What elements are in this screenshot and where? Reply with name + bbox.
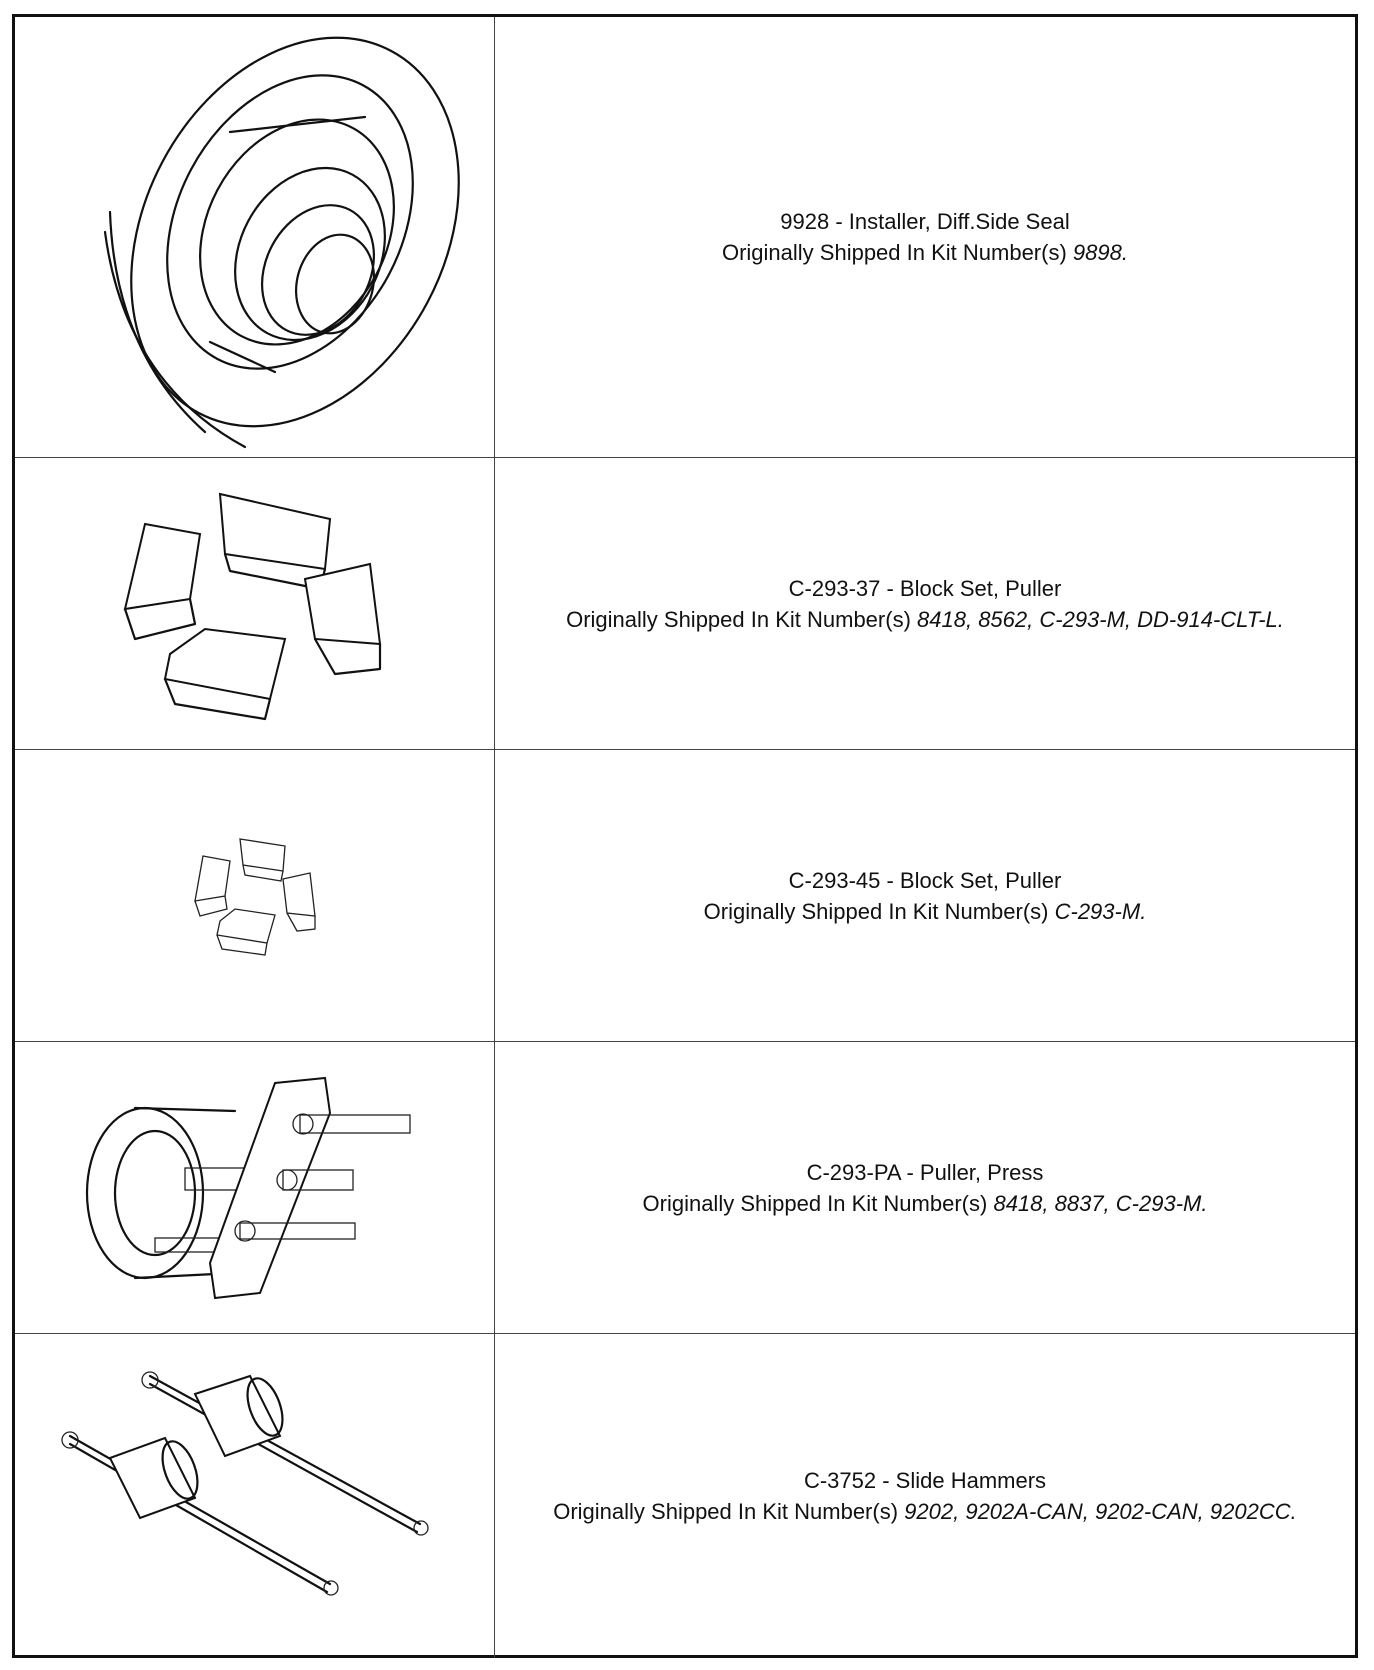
kit-numbers: 8418, 8837, C-293-M xyxy=(993,1190,1202,1216)
tool-table xyxy=(12,14,1358,1658)
table-row xyxy=(15,17,1355,457)
table-row xyxy=(15,457,1355,749)
tool-title: 9928 - Installer, Diff.Side Seal xyxy=(780,209,1070,234)
shipped-prefix: Originally Shipped In Kit Number(s) xyxy=(642,1190,988,1216)
tool-description xyxy=(495,750,1355,1041)
kit-numbers: 8418, 8562, C-293-M, DD-914-CLT-L xyxy=(917,606,1278,632)
table-row xyxy=(15,1041,1355,1333)
tool-description xyxy=(495,458,1355,749)
tool-image-cell xyxy=(15,458,495,749)
puller-block-set-icon xyxy=(105,479,405,729)
tool-description xyxy=(495,1334,1355,1658)
period: . xyxy=(1140,898,1147,924)
shipped-prefix: Originally Shipped In Kit Number(s) xyxy=(566,606,911,632)
tool-kits-line xyxy=(566,604,1284,635)
tool-image-cell xyxy=(15,17,495,457)
table-row xyxy=(15,1333,1355,1658)
tool-kits-line xyxy=(553,1496,1297,1527)
tool-image-cell xyxy=(15,1334,495,1658)
table-row xyxy=(15,749,1355,1041)
tool-description xyxy=(495,17,1355,457)
small-puller-block-set-icon xyxy=(185,831,325,961)
tool-title: C-293-PA - Puller, Press xyxy=(806,1159,1044,1185)
kit-numbers: 9898 xyxy=(1072,240,1122,265)
slide-hammers-icon xyxy=(55,1346,455,1646)
tool-image-cell xyxy=(15,1042,495,1333)
tool-title: C-3752 - Slide Hammers xyxy=(803,1468,1047,1493)
tool-title: C-293-45 - Block Set, Puller xyxy=(788,867,1062,893)
kit-numbers: C-293-M xyxy=(1054,898,1141,924)
tool-image-cell xyxy=(15,750,495,1041)
tool-kits-line xyxy=(722,237,1128,268)
period: . xyxy=(1290,1499,1297,1524)
kit-numbers: 9202, 9202A-CAN, 9202-CAN, 9202CC xyxy=(904,1499,1291,1524)
seal-installer-icon xyxy=(35,22,475,452)
tool-description xyxy=(495,1042,1355,1333)
period: . xyxy=(1277,606,1284,632)
tool-kits-line xyxy=(704,896,1147,927)
shipped-prefix: Originally Shipped In Kit Number(s) xyxy=(553,1499,899,1524)
period: . xyxy=(1121,240,1128,265)
shipped-prefix: Originally Shipped In Kit Number(s) xyxy=(703,898,1049,924)
tool-kits-line xyxy=(643,1188,1208,1219)
shipped-prefix: Originally Shipped In Kit Number(s) xyxy=(721,240,1067,265)
period: . xyxy=(1201,1190,1208,1216)
puller-press-icon xyxy=(75,1073,435,1303)
tool-title: C-293-37 - Block Set, Puller xyxy=(788,575,1062,601)
